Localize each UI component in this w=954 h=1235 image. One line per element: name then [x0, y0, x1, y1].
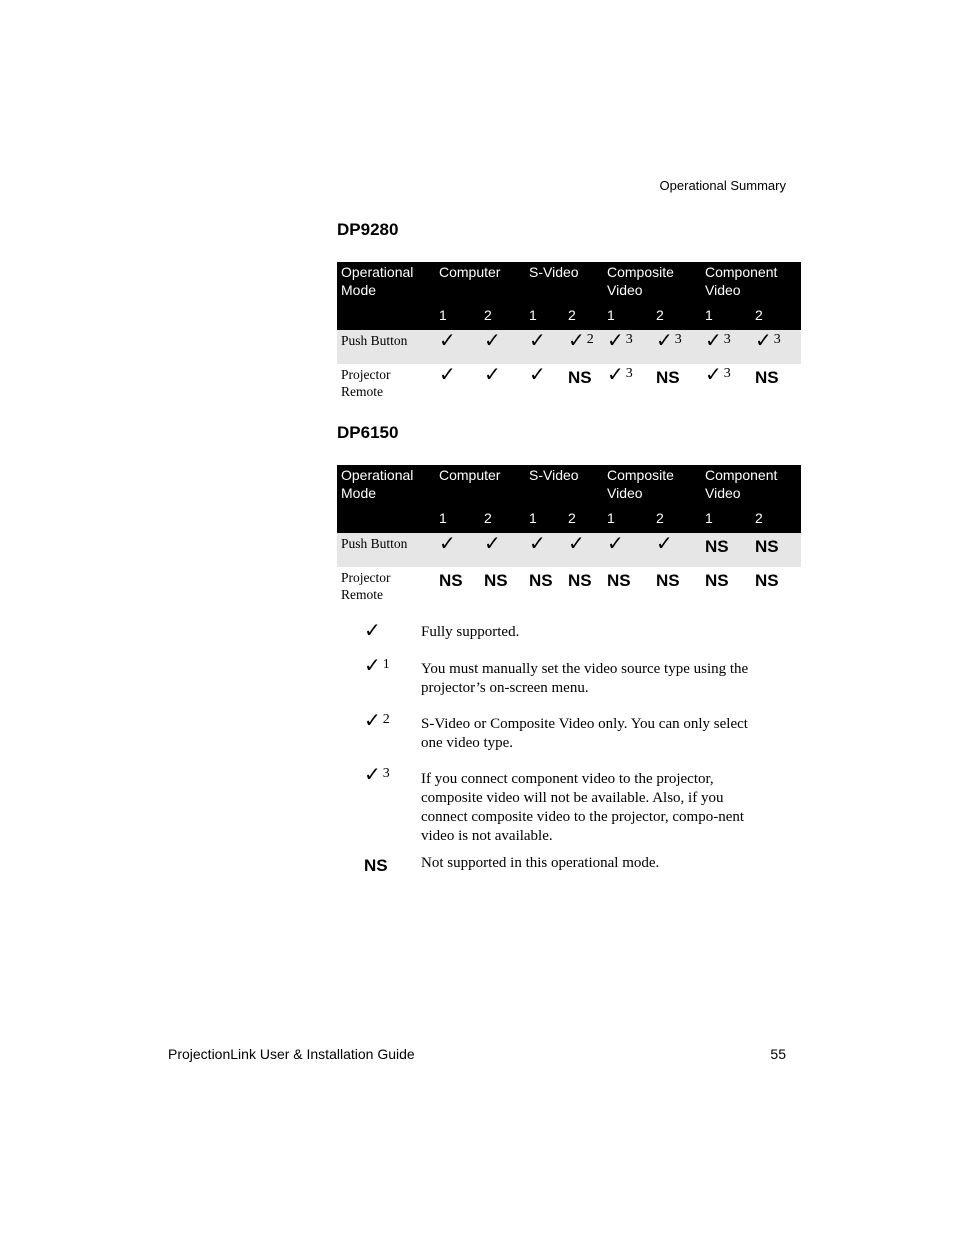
checkmark-icon: ✓	[484, 364, 501, 386]
checkmark-icon: ✓	[607, 330, 624, 352]
support-cell	[435, 567, 480, 607]
table-row	[337, 364, 801, 404]
support-cell	[564, 330, 603, 364]
support-cell	[564, 364, 603, 404]
header-input-number: 2	[564, 502, 603, 533]
legend-text: Not supported in this operational mode.	[421, 855, 660, 871]
support-cell	[751, 567, 801, 607]
support-cell	[603, 533, 652, 567]
dp9280-table	[337, 262, 801, 404]
header-input-number: 2	[751, 299, 801, 330]
not-supported-mark: NS	[755, 571, 779, 590]
support-cell	[525, 567, 564, 607]
checkmark-icon: ✓	[755, 330, 772, 352]
header-input-number: 1	[525, 299, 564, 330]
checkmark-icon: ✓	[607, 364, 624, 386]
header-input-number: 2	[652, 502, 701, 533]
header-input-number: 1	[603, 299, 652, 330]
not-supported-mark: NS	[755, 537, 779, 556]
support-cell	[480, 364, 525, 404]
not-supported-mark: NS	[705, 571, 729, 590]
checkmark-icon: ✓	[656, 330, 673, 352]
row-label-push-button: Push Button	[337, 533, 435, 567]
checkmark-icon: ✓	[705, 330, 722, 352]
not-supported-mark: NS	[568, 368, 592, 387]
header-computer: Computer	[435, 262, 525, 299]
support-cell	[652, 567, 701, 607]
header-computer: Computer	[435, 465, 525, 502]
support-cell	[652, 364, 701, 404]
support-cell	[480, 533, 525, 567]
support-cell	[701, 567, 751, 607]
header-input-number: 1	[435, 299, 480, 330]
checkmark-icon: ✓	[529, 330, 546, 352]
footnote-marker: 3	[674, 332, 682, 347]
legend-text: You must manually set the video source type using the projector’s on-screen menu.	[421, 661, 749, 696]
support-cell	[525, 330, 564, 364]
row-label-projector-remote: Projector Remote	[341, 570, 391, 602]
checkmark-icon: ✓	[439, 330, 456, 352]
support-cell	[435, 533, 480, 567]
checkmark-icon: ✓	[705, 364, 722, 386]
checkmark-icon: ✓	[529, 364, 546, 386]
checkmark-icon: ✓	[607, 533, 624, 555]
header-operational-mode: Operational Mode	[337, 465, 435, 502]
header-operational-mode: Operational Mode	[337, 262, 435, 299]
header-s-video: S-Video	[525, 465, 603, 502]
not-supported-mark: NS	[439, 571, 463, 590]
footnote-marker: 3	[625, 366, 633, 381]
footer-guide-title: ProjectionLink User & Installation Guide	[168, 1046, 415, 1062]
support-cell	[564, 533, 603, 567]
header-composite-video: Composite Video	[603, 465, 701, 502]
not-supported-mark: NS	[364, 856, 388, 875]
checkmark-icon: ✓	[529, 533, 546, 555]
support-cell	[751, 364, 801, 404]
checkmark-icon: ✓	[439, 533, 456, 555]
legend-text: S-Video or Composite Video only. You can only select one video type.	[421, 716, 748, 751]
checkmark-icon: ✓	[484, 533, 501, 555]
footnote-marker: 3	[723, 332, 731, 347]
support-cell	[435, 364, 480, 404]
table-row	[337, 533, 801, 567]
table-row	[337, 567, 801, 607]
not-supported-mark: NS	[529, 571, 553, 590]
support-cell	[564, 567, 603, 607]
header-input-number: 2	[480, 299, 525, 330]
checkmark-icon: ✓	[364, 655, 381, 677]
checkmark-icon: ✓	[656, 533, 673, 555]
header-component-video: Component Video	[701, 262, 801, 299]
support-cell	[751, 330, 801, 364]
header-input-number: 1	[603, 502, 652, 533]
not-supported-mark: NS	[656, 368, 680, 387]
checkmark-icon	[364, 655, 390, 677]
header-input-number: 1	[701, 299, 751, 330]
support-cell	[652, 533, 701, 567]
footnote-marker: 3	[773, 332, 781, 347]
header-input-number: 1	[435, 502, 480, 533]
footnote-marker: 2	[382, 712, 390, 727]
footnote-marker: 3	[723, 366, 731, 381]
not-supported-mark: NS	[607, 571, 631, 590]
header-blank	[337, 299, 435, 330]
legend-text: If you connect component video to the projector, composite video will not be available. Also, if you connect composite video to the projector, compo-nent video is not available.	[421, 771, 745, 844]
header-s-video: S-Video	[525, 262, 603, 299]
support-cell	[525, 364, 564, 404]
checkmark-icon: ✓	[364, 620, 381, 642]
checkmark-icon	[364, 620, 381, 642]
table-row	[337, 330, 801, 364]
support-cell	[701, 364, 751, 404]
header-input-number: 2	[480, 502, 525, 533]
running-header: Operational Summary	[659, 178, 786, 193]
checkmark-icon: ✓	[484, 330, 501, 352]
support-cell	[480, 330, 525, 364]
checkmark-icon: ✓	[364, 764, 381, 786]
footnote-marker: 2	[586, 332, 594, 347]
checkmark-icon: ✓	[568, 533, 585, 555]
support-cell	[652, 330, 701, 364]
not-supported-mark: NS	[568, 571, 592, 590]
header-input-number: 2	[564, 299, 603, 330]
not-supported-mark: NS	[705, 537, 729, 556]
header-blank	[337, 502, 435, 533]
support-cell	[480, 567, 525, 607]
support-cell	[603, 364, 652, 404]
footnote-marker: 3	[382, 766, 390, 781]
row-label-projector-remote: Projector Remote	[341, 367, 391, 399]
checkmark-icon	[364, 710, 390, 732]
header-input-number: 1	[701, 502, 751, 533]
dp6150-table	[337, 465, 801, 607]
checkmark-icon: ✓	[439, 364, 456, 386]
footnote-marker: 3	[625, 332, 633, 347]
support-cell	[603, 567, 652, 607]
support-cell	[701, 533, 751, 567]
checkmark-icon: ✓	[568, 330, 585, 352]
not-supported-mark	[364, 852, 388, 877]
checkmark-icon	[364, 764, 390, 786]
page-number: 55	[770, 1046, 786, 1062]
support-cell	[701, 330, 751, 364]
support-cell	[435, 330, 480, 364]
header-composite-video: Composite Video	[603, 262, 701, 299]
header-input-number: 1	[525, 502, 564, 533]
header-component-video: Component Video	[701, 465, 801, 502]
footnote-marker: 1	[382, 657, 390, 672]
section-title-dp9280: DP9280	[337, 220, 399, 239]
support-cell	[525, 533, 564, 567]
not-supported-mark: NS	[755, 368, 779, 387]
legend-text: Fully supported.	[421, 624, 520, 640]
not-supported-mark: NS	[484, 571, 508, 590]
header-input-number: 2	[751, 502, 801, 533]
checkmark-icon: ✓	[364, 710, 381, 732]
header-input-number: 2	[652, 299, 701, 330]
support-cell	[751, 533, 801, 567]
not-supported-mark: NS	[656, 571, 680, 590]
row-label-push-button: Push Button	[337, 330, 435, 364]
support-cell	[603, 330, 652, 364]
section-title-dp6150: DP6150	[337, 423, 399, 442]
